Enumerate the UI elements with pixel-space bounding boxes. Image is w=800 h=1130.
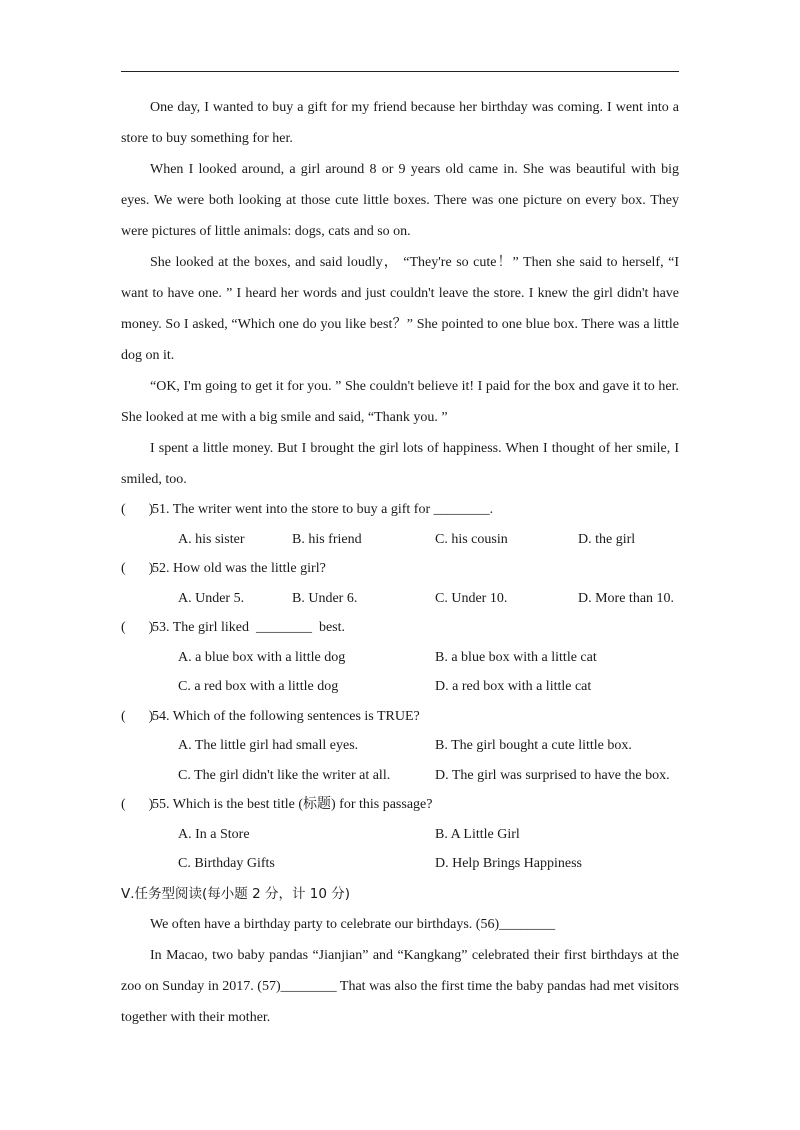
task-reading-passage xyxy=(121,909,679,1033)
option-a[interactable]: A. a blue box with a little dog xyxy=(178,649,346,665)
options-row xyxy=(121,643,679,673)
answer-blank[interactable]: ( ) xyxy=(121,620,154,635)
option-c[interactable]: C. The girl didn't like the writer at all. xyxy=(178,767,391,783)
question-51 xyxy=(121,495,679,554)
option-c[interactable]: C. Under 10. xyxy=(435,590,508,606)
option-b[interactable]: B. a blue box with a little cat xyxy=(435,649,597,665)
option-d[interactable]: D. More than 10. xyxy=(578,590,675,606)
option-a[interactable]: A. his sister xyxy=(178,531,245,547)
option-a[interactable]: A. Under 5. xyxy=(178,590,245,606)
question-52 xyxy=(121,554,679,613)
passage-paragraph: When I looked around, a girl around 8 or 9 years old came in. She was beautiful with big eyes. We were both looking at those cute little boxes. There was one picture on every box. They were pictures of little animals: dogs, cats and so on. xyxy=(121,162,679,239)
question-text: 51. The writer went into the store to buy a gift for ________. xyxy=(152,502,494,517)
question-stem xyxy=(121,790,679,820)
passage-paragraph: “OK, I'm going to get it for you. ” She couldn't believe it! I paid for the box and gave it to her. She looked at me with a big smile and said, “Thank you. ” xyxy=(121,379,679,425)
passage-paragraph: I spent a little money. But I brought the girl lots of happiness. When I thought of her smile, I smiled, too. xyxy=(121,441,679,487)
answer-blank[interactable]: ( ) xyxy=(121,708,154,724)
question-53 xyxy=(121,613,679,702)
options-row xyxy=(121,731,679,761)
options-row xyxy=(121,820,679,850)
question-stem xyxy=(121,613,679,643)
option-b[interactable]: B. his friend xyxy=(292,531,362,547)
answer-blank[interactable]: ( ) xyxy=(121,561,154,576)
option-c[interactable]: C. his cousin xyxy=(435,531,508,547)
top-rule xyxy=(121,71,679,72)
option-a[interactable]: A. In a Store xyxy=(178,826,250,842)
options-row xyxy=(121,849,679,879)
question-55 xyxy=(121,790,679,879)
options-row xyxy=(121,672,679,702)
option-c[interactable]: C. a red box with a little dog xyxy=(178,679,339,694)
question-stem xyxy=(121,495,679,525)
option-b[interactable]: B. The girl bought a cute little box. xyxy=(435,738,632,753)
question-text: 52. How old was the little girl? xyxy=(152,561,326,576)
question-text: 53. The girl liked ________ best. xyxy=(152,620,345,635)
question-stem xyxy=(121,554,679,584)
option-d[interactable]: D. The girl was surprised to have the box. xyxy=(435,767,670,783)
passage-paragraph: One day, I wanted to buy a gift for my friend because her birthday was coming. I went into a store to buy something for her. xyxy=(121,100,679,146)
passage-paragraph: She looked at the boxes, and said loudly， “They're so cute！” Then she said to herself, “I want to have one. ” I heard her words and just couldn't leave the store. I knew the girl didn't have money. So I asked, “Which one do you like best？” She pointed to one blue box. There was a little dog on it. xyxy=(121,255,679,363)
section-heading: Ⅴ.任务型阅读(每小题 2 分，计 10 分) xyxy=(121,885,350,902)
answer-blank[interactable]: ( ) xyxy=(121,502,154,517)
option-b[interactable]: B. Under 6. xyxy=(292,590,358,606)
question-54 xyxy=(121,702,679,791)
question-stem xyxy=(121,702,679,732)
document-page xyxy=(121,92,679,1033)
option-d[interactable]: D. Help Brings Happiness xyxy=(435,856,582,871)
option-a[interactable]: A. The little girl had small eyes. xyxy=(178,738,359,753)
passage-paragraph: In Macao, two baby pandas “Jianjian” and “Kangkang” celebrated their first birthdays at the zoo on Sunday in 2017. (57)________ That was also the first time the baby pandas had met visitors together with their mother. xyxy=(121,947,679,1025)
option-c[interactable]: C. Birthday Gifts xyxy=(178,856,275,871)
options-row xyxy=(121,584,679,614)
reading-passage xyxy=(121,92,679,495)
option-b[interactable]: B. A Little Girl xyxy=(435,826,520,842)
option-d[interactable]: D. the girl xyxy=(578,531,636,547)
options-row xyxy=(121,761,679,791)
option-d[interactable]: D. a red box with a little cat xyxy=(435,679,592,694)
question-text: 54. Which of the following sentences is TRUE? xyxy=(152,708,420,724)
question-text: 55. Which is the best title (标题) for this passage? xyxy=(152,797,433,812)
options-row xyxy=(121,525,679,555)
answer-blank[interactable]: ( ) xyxy=(121,797,154,812)
passage-paragraph: We often have a birthday party to celebrate our birthdays. (56)________ xyxy=(150,916,556,932)
